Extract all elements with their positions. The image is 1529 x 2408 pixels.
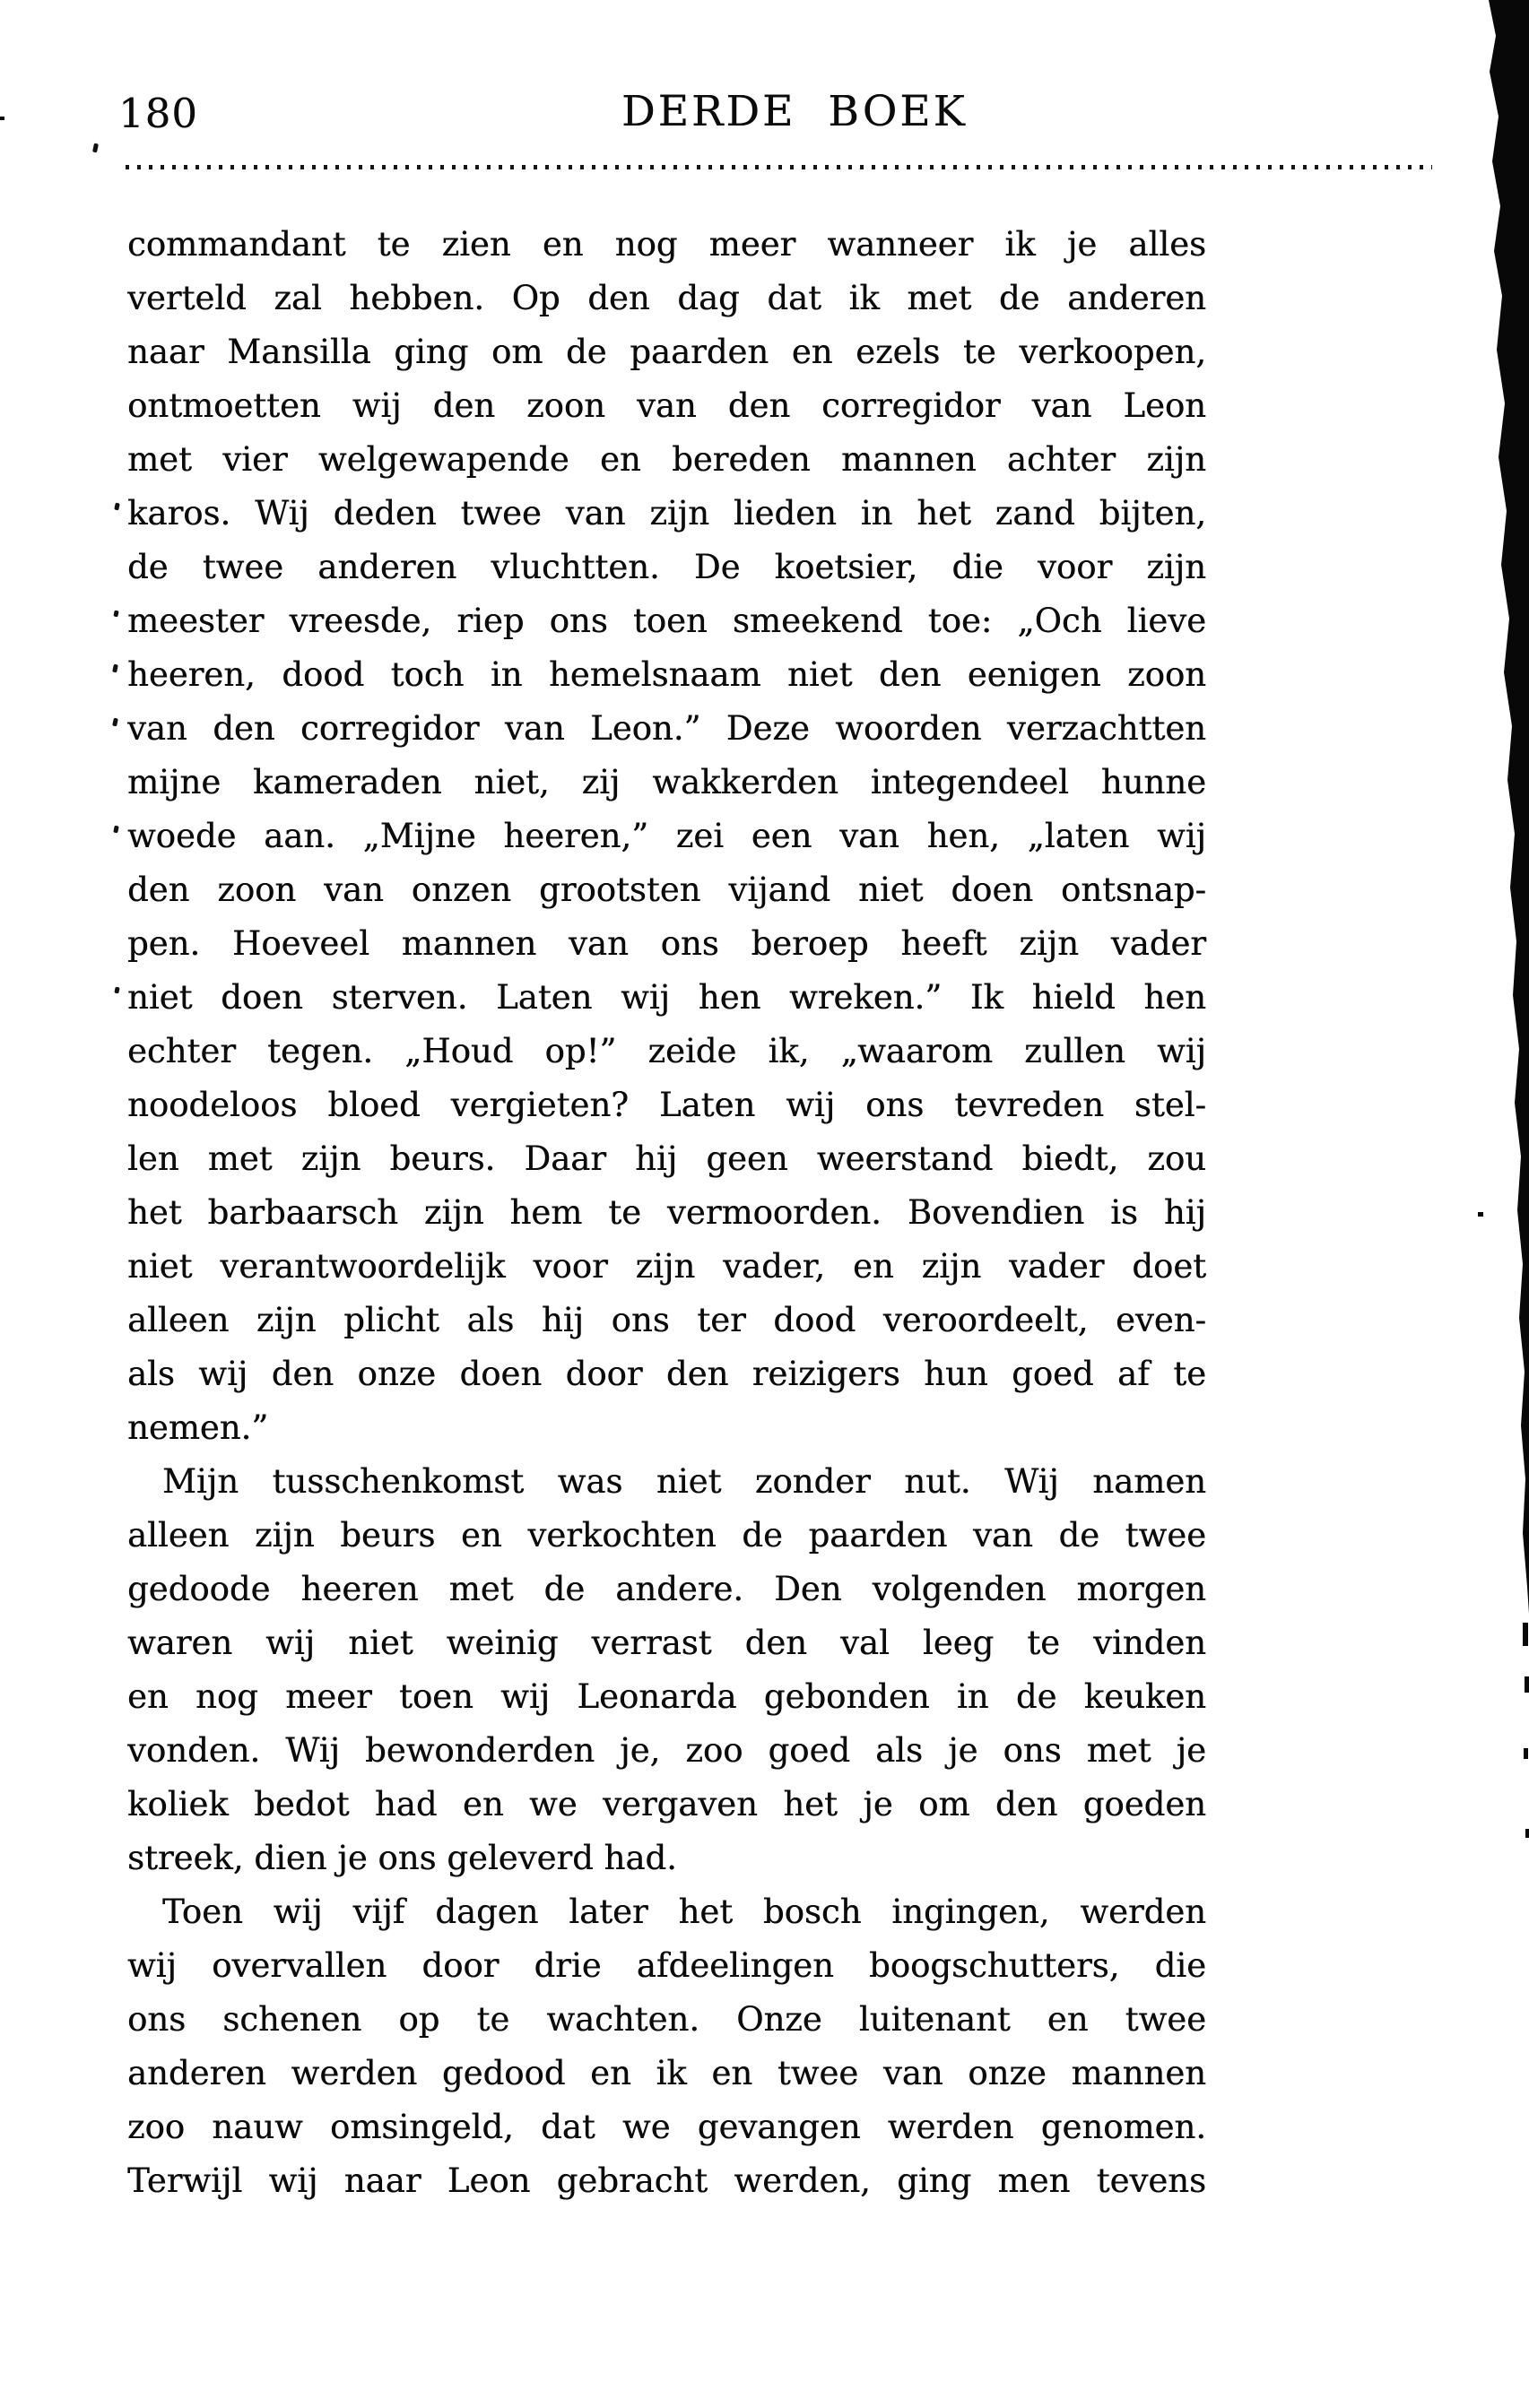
text-line: meester vreesde, riep ons toen smeekend toe: „Och lieve	[127, 602, 1206, 640]
text-line: en nog meer toen wij Leonarda gebonden in de keuken	[127, 1677, 1206, 1716]
header-divider	[126, 165, 1432, 169]
text-line: pen. Hoeveel mannen van ons beroep heeft zijn vader	[127, 924, 1206, 963]
text-line: len met zijn beurs. Daar hij geen weerstand biedt, zou	[127, 1139, 1206, 1178]
text-line: karos. Wij deden twee van zijn lieden in het zand bijten,	[127, 494, 1206, 533]
text-line: de twee anderen vluchtten. De koetsier, die voor zijn	[127, 548, 1206, 586]
ink-speck	[113, 611, 118, 618]
ink-speck	[112, 664, 118, 673]
text-line: commandant te zien en nog meer wanneer ik je alles	[127, 225, 1206, 264]
ink-speck	[112, 718, 118, 727]
text-line: zoo nauw omsingeld, dat we gevangen werden genomen.	[127, 2108, 1206, 2146]
text-line: ontmoetten wij den zoon van den corregidor van Leon	[127, 386, 1206, 425]
text-line: niet doen sterven. Laten wij hen wreken.” Ik hield hen	[127, 978, 1206, 1017]
running-title: DERDE BOEK	[621, 87, 968, 136]
text-line: anderen werden gedood en ik en twee van onze mannen	[127, 2054, 1206, 2092]
text-line: Toen wij vijf dagen later het bosch ingingen, werden	[162, 1893, 1206, 1931]
text-line: met vier welgewapende en bereden mannen achter zijn	[127, 440, 1206, 479]
text-line: alleen zijn beurs en verkochten de paarden van de twee	[127, 1516, 1206, 1555]
text-line: woede aan. „Mijne heeren,” zei een van hen, „laten wij	[127, 817, 1206, 855]
text-line: echter tegen. „Houd op!” zeide ik, „waarom zullen wij	[127, 1032, 1206, 1070]
text-line: waren wij niet weinig verrast den val leeg te vinden	[127, 1624, 1206, 1662]
text-line: naar Mansilla ging om de paarden en ezels te verkoopen,	[127, 333, 1206, 371]
text-line: nemen.”	[127, 1408, 269, 1447]
text-line: niet verantwoordelijk voor zijn vader, en zijn vader doet	[127, 1247, 1206, 1286]
text-line: noodeloos bloed vergieten? Laten wij ons tevreden stel-	[127, 1086, 1206, 1124]
text-block	[127, 218, 1206, 2208]
text-line: mijne kameraden niet, zij wakkerden integendeel hunne	[127, 763, 1206, 801]
text-line: gedoode heeren met de andere. Den volgenden morgen	[127, 1570, 1206, 1608]
ink-speck	[113, 826, 119, 834]
text-line: van den corregidor van Leon.” Deze woorden verzachtten	[127, 709, 1206, 748]
text-line: heeren, dood toch in hemelsnaam niet den eenigen zoon	[127, 655, 1206, 694]
text-line: ons schenen op te wachten. Onze luitenant en twee	[127, 2000, 1206, 2039]
text-line: alleen zijn plicht als hij ons ter dood veroordeelt, even-	[127, 1301, 1206, 1339]
text-line: wij overvallen door drie afdeelingen boogschutters, die	[127, 1946, 1206, 1985]
text-line: vonden. Wij bewonderden je, zoo goed als je ons met je	[127, 1731, 1206, 1770]
ink-speck	[92, 143, 99, 153]
text-line: den zoon van onzen grootsten vijand niet doen ontsnap-	[127, 871, 1206, 909]
text-line: streek, dien je ons geleverd had.	[127, 1839, 677, 1877]
ink-speck	[114, 987, 119, 994]
text-line: Mijn tusschenkomst was niet zonder nut. Wij namen	[162, 1462, 1206, 1501]
text-line: Terwijl wij naar Leon gebracht werden, ging men tevens	[127, 2161, 1206, 2200]
ink-speck	[114, 503, 120, 511]
text-line: als wij den onze doen door den reizigers hun goed af te	[127, 1355, 1206, 1393]
text-line: koliek bedot had en we vergaven het je om den goeden	[127, 1785, 1206, 1823]
text-line: het barbaarsch zijn hem te vermoorden. Bovendien is hij	[127, 1193, 1206, 1232]
text-line: verteld zal hebben. Op den dag dat ik met de anderen	[127, 279, 1206, 317]
page-number: 180	[118, 90, 198, 137]
